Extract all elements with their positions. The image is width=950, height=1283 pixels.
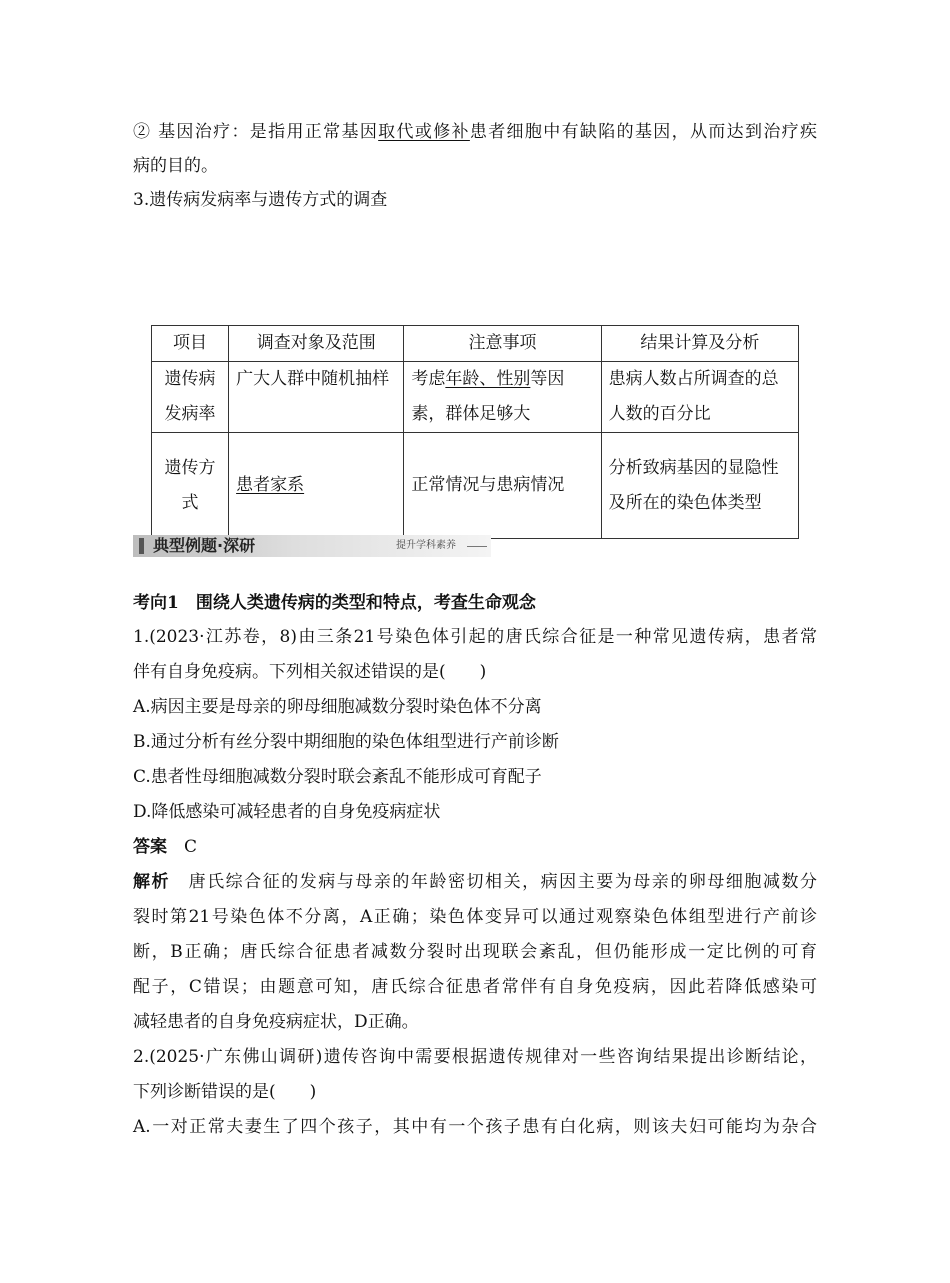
banner-title: 典型例题·深研	[153, 536, 256, 555]
cell-notes-text-a: 考虑	[411, 369, 446, 389]
cell-result: 患病人数占所调查的总人数的百分比	[601, 362, 798, 433]
header-item: 项目	[152, 326, 229, 362]
cell-notes: 正常情况与患病情况	[404, 433, 601, 539]
gene-therapy-line-2: 病的目的。	[133, 156, 218, 176]
cell-notes	[404, 362, 601, 433]
header-notes: 注意事项	[404, 326, 601, 362]
q1-analysis-line-2: 裂时第21号染色体不分离，A正确；染色体变异可以通过观察染色体组型进行产前诊	[133, 907, 817, 927]
gene-therapy-text-a: ② 基因治疗：是指用正常基因	[133, 122, 379, 142]
header-scope: 调查对象及范围	[229, 326, 404, 362]
analysis-label: 解析	[133, 872, 171, 892]
q1-analysis-line-4: 配子，C错误；由题意可知，唐氏综合征患者常伴有自身免疫病，因此若降低感染可	[133, 977, 817, 997]
q1-analysis-line-5: 减轻患者的自身免疫病症状，D正确。	[133, 1012, 419, 1032]
banner-subtitle: 提升学科素养	[396, 540, 456, 551]
gene-therapy-underline: 取代或修补	[378, 122, 470, 142]
q1-stem-line-2: 伴有自身免疫病。下列相关叙述错误的是( )	[133, 662, 487, 682]
cell-scope-underline: 患者家系	[236, 475, 305, 495]
cell-item: 遗传病发病率	[152, 362, 229, 433]
section-banner	[133, 535, 491, 557]
cell-notes-text-b: 等因素，群体足够大	[411, 369, 565, 424]
header-result: 结果计算及分析	[601, 326, 798, 362]
exam-direction: 考向1 围绕人类遗传病的类型和特点，考查生命观念	[133, 593, 536, 613]
table-row	[152, 433, 799, 539]
banner-line	[467, 546, 487, 547]
survey-table	[151, 325, 799, 539]
q2-option-a: A.一对正常夫妻生了四个孩子，其中有一个孩子患有白化病，则该夫妇可能均为杂合	[133, 1117, 817, 1137]
table-header-row	[152, 326, 799, 362]
cell-scope	[229, 433, 404, 539]
q1-analysis-line-1	[133, 865, 817, 900]
q1-option-c: C.患者性母细胞减数分裂时联会紊乱不能形成可育配子	[133, 767, 542, 787]
cell-result: 分析致病基因的显隐性及所在的染色体类型	[601, 433, 798, 539]
gene-therapy-line-1	[133, 115, 817, 150]
q1-analysis-line-3: 断，B正确；唐氏综合征患者减数分裂时出现联会紊乱，但仍能形成一定比例的可育	[133, 942, 817, 962]
analysis-text: 唐氏综合征的发病与母亲的年龄密切相关，病因主要为母亲的卵母细胞减数分	[188, 872, 818, 892]
answer-label: 答案	[133, 837, 167, 857]
q1-answer	[133, 830, 817, 865]
cell-notes-underline: 年龄、性别	[445, 369, 531, 389]
banner-bar	[139, 538, 144, 554]
cell-item: 遗传方式	[152, 433, 229, 539]
answer-value: C	[184, 837, 198, 857]
table-row	[152, 362, 799, 433]
section-heading-3: 3.遗传病发病率与遗传方式的调查	[133, 190, 388, 210]
q1-option-a: A.病因主要是母亲的卵母细胞减数分裂时染色体不分离	[133, 697, 542, 717]
q1-stem-line-1: 1.(2023·江苏卷，8)由三条21号染色体引起的唐氏综合征是一种常见遗传病，患者常	[133, 627, 817, 647]
q1-option-b: B.通过分析有丝分裂中期细胞的染色体组型进行产前诊断	[133, 732, 559, 752]
q2-stem-line-2: 下列诊断错误的是( )	[133, 1082, 317, 1102]
gene-therapy-text-b: 患者细胞中有缺陷的基因，从而达到治疗疾	[469, 122, 818, 142]
cell-scope: 广大人群中随机抽样	[229, 362, 404, 433]
q2-stem-line-1: 2.(2025·广东佛山调研)遗传咨询中需要根据遗传规律对一些咨询结果提出诊断结论，	[133, 1047, 817, 1067]
q1-option-d: D.降低感染可减轻患者的自身免疫病症状	[133, 802, 441, 822]
